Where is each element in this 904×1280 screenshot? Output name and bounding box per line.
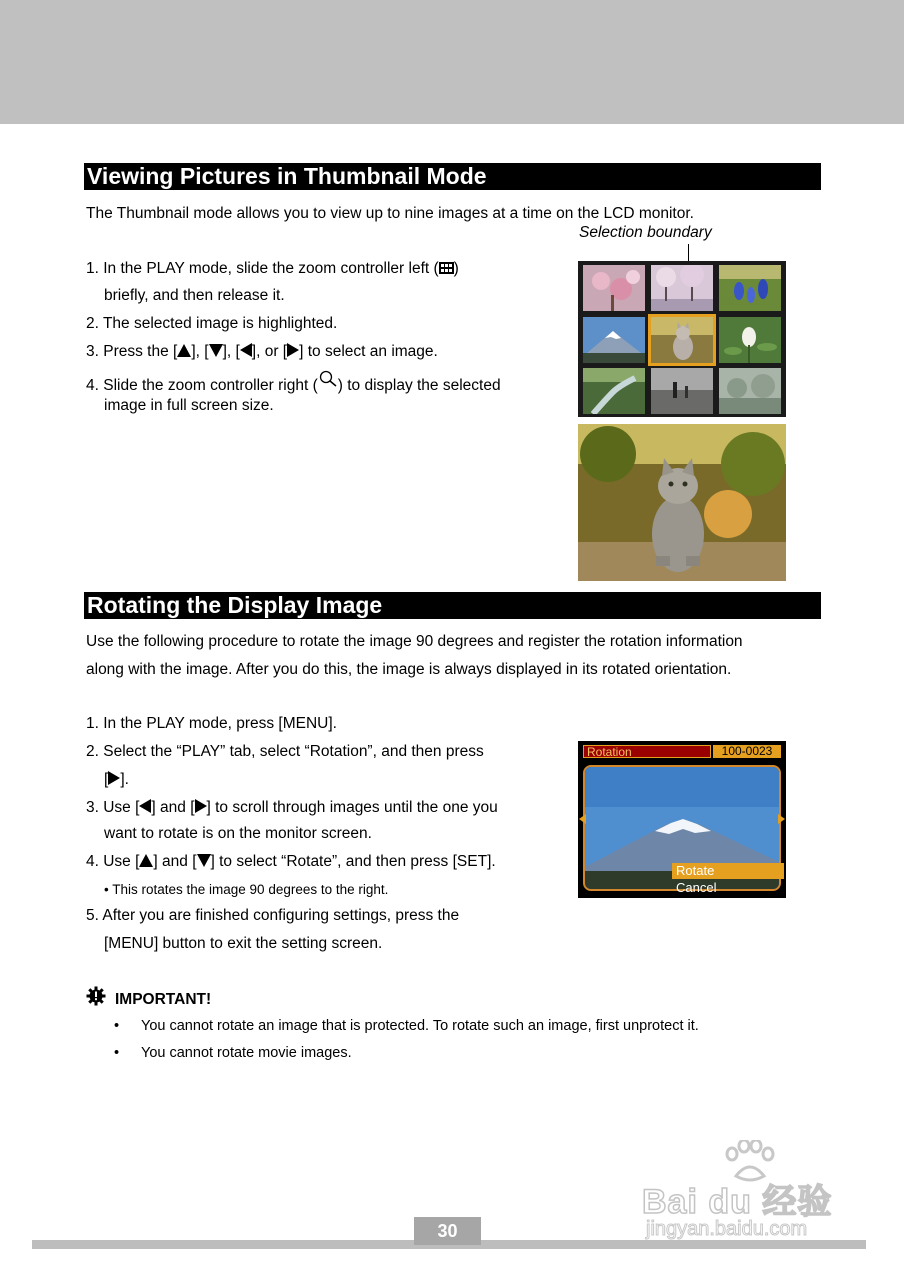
step-text: ], [ [191, 343, 209, 360]
right-arrow-icon [108, 771, 120, 785]
step-text: ] and [ [151, 799, 195, 816]
thumbnail-mt-fuji[interactable] [583, 317, 645, 363]
lcd-file-number: 100-0023 [713, 745, 781, 758]
important-label: IMPORTANT! [115, 991, 212, 1008]
section-heading-rotating: Rotating the Display Image [84, 592, 821, 619]
thumbnail-step-3 [86, 342, 438, 362]
left-arrow-icon [240, 343, 252, 357]
lcd-right-arrow-icon[interactable] [778, 814, 785, 824]
thumbnail-step-4 [86, 370, 501, 396]
thumbnail-step-1-cont: briefly, and then release it. [104, 287, 285, 304]
magnifier-icon [318, 370, 338, 388]
rotate-step-5-cont: [MENU] button to exit the setting screen. [104, 935, 383, 952]
thumbnail-forest-stream[interactable] [583, 368, 645, 414]
thumbnail-misty-trees[interactable] [719, 368, 781, 414]
down-arrow-icon [197, 854, 211, 867]
rotate-step-5: 5. After you are finished configuring settings, press the [86, 907, 460, 924]
cat-full-screen-photo [578, 424, 786, 581]
rotate-step-1: 1. In the PLAY mode, press [MENU]. [86, 715, 337, 732]
step-text: ] and [ [153, 853, 197, 870]
step-text: ] to scroll through images until the one you [206, 799, 498, 816]
watermark-brand: Bai du 经验 [642, 1183, 833, 1221]
step-text: ], or [ [251, 343, 288, 360]
step-text: 3. Press the [ [86, 343, 178, 360]
up-arrow-icon [139, 854, 153, 867]
important-bullet-1: You cannot rotate an image that is protected. To rotate such an image, first unprotect it. [141, 1018, 699, 1034]
step-text: ) to display the selected [337, 377, 501, 394]
lcd-rotate-option[interactable]: Rotate [672, 863, 784, 879]
page-number: 30 [414, 1217, 481, 1245]
thumbnail-grid-icon [439, 262, 454, 274]
thumbnail-step-4-cont: image in full screen size. [104, 397, 274, 414]
down-arrow-icon [209, 344, 223, 357]
left-arrow-icon [139, 799, 151, 813]
lcd-rotation-title: Rotation [583, 745, 711, 758]
top-header-band [0, 0, 904, 124]
thumbnail-cat-selected[interactable] [651, 317, 713, 363]
step-text: ) [453, 260, 459, 277]
step-text: 4. Use [ [86, 853, 140, 870]
step-text: 4. Slide the zoom controller right ( [86, 377, 318, 394]
thumbnail-step-2: 2. The selected image is highlighted. [86, 315, 338, 332]
step-text: [ [104, 771, 109, 788]
bullet-mark: • [114, 1018, 120, 1034]
thumbnail-grid-screen [578, 261, 786, 417]
step-text: ] to select an image. [299, 343, 438, 360]
step-text: ], [ [222, 343, 240, 360]
rotate-step-2: 2. Select the “PLAY” tab, select “Rotation”, and then press [86, 743, 484, 760]
thumbnail-intro-text: The Thumbnail mode allows you to view up to nine images at a time on the LCD monitor. [86, 205, 694, 222]
rotate-step-2-cont [104, 770, 129, 790]
thumbnail-white-lily[interactable] [719, 317, 781, 363]
up-arrow-icon [177, 344, 191, 357]
baidu-jingyan-watermark [640, 1140, 860, 1250]
step-text: ] to select “Rotate”, and then press [SET]. [210, 853, 496, 870]
lcd-cancel-option[interactable]: Cancel [676, 880, 717, 895]
thumbnail-cherry-trees[interactable] [651, 265, 713, 311]
rotate-intro-line-1: Use the following procedure to rotate the image 90 degrees and register the rotation information [86, 633, 743, 650]
rotate-step-4-note: • This rotates the image 90 degrees to the right. [104, 882, 389, 897]
rotate-intro-line-2: along with the image. After you do this, the image is always displayed in its rotated orientation. [86, 661, 732, 678]
step-text: 1. In the PLAY mode, slide the zoom controller left ( [86, 260, 439, 277]
lcd-rotation-screen [578, 741, 786, 898]
rotate-step-3 [86, 798, 498, 818]
thumbnail-beach-walk[interactable] [651, 368, 713, 414]
thumbnail-blossom-pink[interactable] [583, 265, 645, 311]
step-text: 3. Use [ [86, 799, 140, 816]
lcd-left-arrow-icon[interactable] [579, 814, 586, 824]
selection-boundary-caption: Selection boundary [579, 224, 712, 241]
bullet-mark: • [114, 1045, 120, 1061]
right-arrow-icon [287, 343, 299, 357]
watermark-url: jingyan.baidu.com [646, 1218, 808, 1240]
important-bullet-2: You cannot rotate movie images. [141, 1045, 352, 1061]
thumbnail-blue-flowers[interactable] [719, 265, 781, 311]
rotate-step-4 [86, 852, 496, 872]
important-gear-icon [86, 986, 106, 1006]
step-text: ]. [120, 771, 129, 788]
right-arrow-icon [195, 799, 207, 813]
rotate-step-3-cont: want to rotate is on the monitor screen. [104, 825, 372, 842]
section-heading-thumbnail-mode: Viewing Pictures in Thumbnail Mode [84, 163, 821, 190]
thumbnail-step-1 [86, 259, 459, 279]
